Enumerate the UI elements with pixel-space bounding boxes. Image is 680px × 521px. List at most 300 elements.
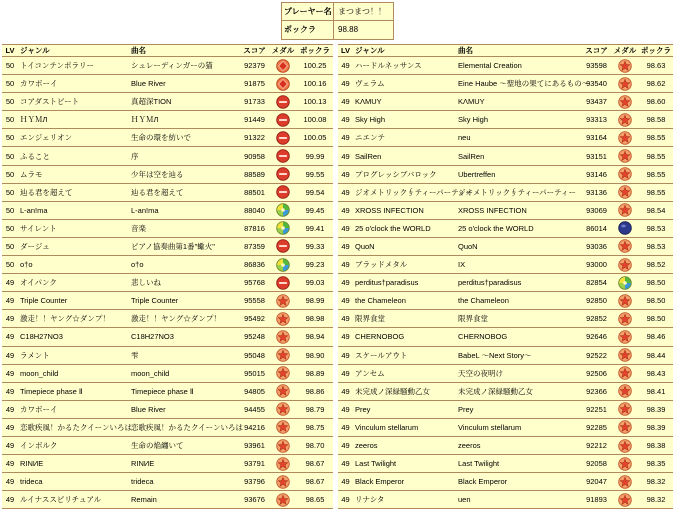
medal-star-icon bbox=[276, 475, 290, 489]
pokkura-value-cell: 98.79 bbox=[305, 404, 325, 414]
pokkura-value-cell: 98.50 bbox=[646, 296, 666, 306]
header-medal: メダル bbox=[271, 46, 295, 55]
medal-star-icon bbox=[276, 348, 290, 362]
pokkura-value-cell: 98.50 bbox=[646, 278, 666, 288]
genre-cell: QuoN bbox=[355, 241, 375, 251]
medal-cell bbox=[611, 383, 639, 400]
pokkura-value-cell: 98.55 bbox=[646, 187, 666, 197]
song-title-cell: Timepiece phase Ⅱ bbox=[131, 386, 194, 396]
score-cell: 88501 bbox=[244, 187, 265, 197]
medal-cell bbox=[611, 473, 639, 490]
medal-cell bbox=[611, 419, 639, 436]
level-cell: 49 bbox=[341, 61, 350, 71]
medal-rainbow-icon bbox=[618, 276, 632, 290]
song-title-cell: trideca bbox=[131, 477, 154, 487]
table-row bbox=[338, 202, 673, 220]
table-row bbox=[338, 57, 673, 75]
song-title-cell: Black Emperor bbox=[458, 477, 508, 487]
genre-cell: Prey bbox=[355, 404, 371, 414]
pokkura-value-cell: 98.38 bbox=[646, 441, 666, 451]
level-cell: 49 bbox=[341, 133, 350, 143]
header-pokkura: ポックラ bbox=[300, 46, 330, 55]
medal-cell bbox=[611, 129, 639, 146]
medal-rainbow-icon bbox=[276, 258, 290, 272]
medal-circle-icon bbox=[276, 113, 290, 127]
song-title-cell: ジオメトリック∮ティーパーティー bbox=[458, 187, 577, 197]
table-row bbox=[338, 75, 673, 93]
score-cell: 92058 bbox=[586, 459, 607, 469]
table-row bbox=[338, 455, 673, 473]
pokkura-value-cell: 98.43 bbox=[646, 368, 666, 378]
table-row bbox=[338, 93, 673, 111]
score-cell: 91875 bbox=[244, 79, 265, 89]
score-cell: 93036 bbox=[586, 241, 607, 251]
score-cell: 95768 bbox=[244, 278, 265, 288]
level-cell: 49 bbox=[5, 278, 15, 288]
genre-cell: KΛMUY bbox=[355, 97, 382, 107]
medal-cell bbox=[269, 256, 297, 273]
pokkura-value-cell: 100.05 bbox=[303, 133, 327, 143]
score-cell: 93437 bbox=[586, 97, 607, 107]
table-row bbox=[2, 383, 333, 401]
genre-cell: ブラッドメタル bbox=[355, 260, 408, 270]
score-cell: 95048 bbox=[244, 350, 265, 360]
genre-cell: トイコンテンポラリー bbox=[20, 61, 94, 71]
level-cell: 49 bbox=[5, 296, 15, 306]
medal-cell bbox=[269, 310, 297, 327]
level-cell: 49 bbox=[341, 332, 350, 342]
score-cell: 90958 bbox=[244, 151, 265, 161]
score-cell: 93151 bbox=[586, 151, 607, 161]
pokkura-label: ポックラ bbox=[282, 21, 334, 39]
medal-circle-icon bbox=[276, 239, 290, 253]
medal-dark-icon bbox=[618, 221, 632, 235]
table-row bbox=[2, 202, 333, 220]
pokkura-value-cell: 98.39 bbox=[646, 404, 666, 414]
table-row bbox=[2, 419, 333, 437]
header-lv: LV bbox=[340, 46, 351, 55]
medal-star-icon bbox=[618, 348, 632, 362]
score-cell: 95248 bbox=[244, 332, 265, 342]
level-cell: 50 bbox=[5, 151, 15, 161]
genre-cell: ハードルネッサンス bbox=[355, 61, 422, 71]
score-cell: 92852 bbox=[586, 314, 607, 324]
song-title-cell: Sky High bbox=[458, 115, 489, 125]
genre-cell: サイレント bbox=[20, 223, 57, 233]
genre-cell: 激走！！ヤング☆ダンプ！ bbox=[20, 314, 110, 324]
genre-cell: スケールアウト bbox=[355, 350, 408, 360]
medal-circle-icon bbox=[276, 149, 290, 163]
medal-cell bbox=[269, 75, 297, 92]
level-cell: 49 bbox=[5, 314, 15, 324]
score-cell: 93598 bbox=[586, 61, 607, 71]
pokkura-value-cell: 98.54 bbox=[646, 205, 666, 215]
header-song: 曲名 bbox=[131, 46, 146, 55]
table-row bbox=[2, 274, 333, 292]
level-cell: 50 bbox=[5, 205, 15, 215]
pokkura-value-cell: 100.25 bbox=[303, 61, 327, 71]
song-title-cell: CHERNOBOG bbox=[458, 332, 508, 342]
pokkura-value-cell: 98.86 bbox=[305, 386, 325, 396]
level-cell: 50 bbox=[5, 260, 15, 270]
table-row bbox=[2, 256, 333, 274]
medal-cell bbox=[269, 166, 297, 183]
medal-circle-icon bbox=[276, 131, 290, 145]
pokkura-value-cell: 98.53 bbox=[646, 223, 666, 233]
header-song: 曲名 bbox=[458, 46, 473, 55]
pokkura-value-cell: 98.39 bbox=[646, 422, 666, 432]
medal-cell bbox=[269, 238, 297, 255]
level-cell: 49 bbox=[341, 115, 350, 125]
genre-cell: ラメント bbox=[20, 350, 50, 360]
score-cell: 95492 bbox=[244, 314, 265, 324]
score-cell: 92047 bbox=[586, 477, 607, 487]
level-cell: 50 bbox=[5, 241, 15, 251]
ranking-table-right bbox=[338, 44, 673, 509]
genre-cell: インボルク bbox=[20, 441, 58, 451]
medal-star-icon bbox=[618, 312, 632, 326]
genre-cell: ジオメトリック∮ティーパーティー bbox=[355, 187, 474, 197]
medal-cell bbox=[269, 93, 297, 110]
medal-star-icon bbox=[276, 312, 290, 326]
score-cell: 87816 bbox=[244, 223, 265, 233]
level-cell: 49 bbox=[341, 296, 350, 306]
table-row bbox=[338, 437, 673, 455]
medal-cell bbox=[269, 111, 297, 128]
level-cell: 49 bbox=[341, 205, 350, 215]
genre-cell: 辿る君を超えて bbox=[20, 187, 73, 197]
genre-cell: エンジェリオン bbox=[20, 133, 73, 143]
genre-cell: プログレッシブバロック bbox=[355, 169, 437, 179]
medal-star-icon bbox=[618, 239, 632, 253]
genre-cell: Vinculum stellarum bbox=[355, 422, 419, 432]
medal-cell bbox=[611, 491, 639, 508]
medal-star-icon bbox=[276, 384, 290, 398]
medal-cell bbox=[611, 328, 639, 345]
table-body bbox=[2, 57, 333, 509]
level-cell: 49 bbox=[5, 495, 15, 505]
header-score: スコア bbox=[243, 46, 266, 55]
level-cell: 49 bbox=[341, 368, 350, 378]
header-lv: LV bbox=[5, 46, 15, 55]
score-cell: 93540 bbox=[586, 79, 607, 89]
medal-star-icon bbox=[618, 439, 632, 453]
table-row bbox=[2, 328, 333, 346]
pokkura-value-cell: 99.03 bbox=[305, 278, 325, 288]
score-cell: 93796 bbox=[244, 477, 265, 487]
table-row bbox=[338, 473, 673, 491]
genre-cell: ムラモ bbox=[20, 169, 43, 179]
genre-cell: ヴェラム bbox=[355, 79, 385, 89]
pokkura-value-cell: 98.60 bbox=[646, 97, 666, 107]
score-cell: 93961 bbox=[244, 441, 265, 451]
song-title-cell: uen bbox=[458, 495, 471, 505]
song-title-cell: perditus†paradisus bbox=[458, 278, 522, 288]
medal-star-icon bbox=[618, 366, 632, 380]
level-cell: 49 bbox=[341, 495, 350, 505]
medal-cell bbox=[611, 437, 639, 454]
level-cell: 49 bbox=[341, 187, 350, 197]
score-cell: 95015 bbox=[244, 368, 265, 378]
table-header bbox=[338, 44, 673, 57]
level-cell: 49 bbox=[341, 151, 350, 161]
level-cell: 49 bbox=[341, 223, 350, 233]
medal-star-icon bbox=[618, 131, 632, 145]
genre-cell: Triple Counter bbox=[20, 296, 68, 306]
level-cell: 50 bbox=[5, 115, 15, 125]
level-cell: 50 bbox=[5, 61, 15, 71]
song-title-cell: IX bbox=[458, 260, 466, 270]
level-cell: 50 bbox=[5, 133, 15, 143]
medal-cell bbox=[269, 491, 297, 508]
level-cell: 49 bbox=[341, 422, 350, 432]
genre-cell: ルイナススピリチュアル bbox=[20, 495, 102, 505]
song-title-cell: C18H27NO3 bbox=[131, 332, 174, 342]
table-row bbox=[2, 75, 333, 93]
genre-cell: Timepiece phase Ⅱ bbox=[20, 386, 83, 396]
level-cell: 49 bbox=[5, 441, 15, 451]
medal-circle-icon bbox=[276, 167, 290, 181]
genre-cell: trideca bbox=[20, 477, 43, 487]
pokkura-value-cell: 98.53 bbox=[646, 241, 666, 251]
score-cell: 92285 bbox=[586, 422, 607, 432]
genre-cell: RINИE bbox=[20, 459, 44, 469]
pokkura-value-cell: 98.89 bbox=[305, 368, 325, 378]
level-cell: 50 bbox=[5, 169, 15, 179]
level-cell: 49 bbox=[5, 477, 15, 487]
score-cell: 94805 bbox=[244, 386, 265, 396]
medal-cell bbox=[269, 129, 297, 146]
genre-cell: カワボーイ bbox=[20, 79, 58, 89]
score-cell: 93136 bbox=[586, 187, 607, 197]
medal-cell bbox=[611, 184, 639, 201]
table-row bbox=[338, 383, 673, 401]
medal-cell bbox=[611, 365, 639, 382]
table-row bbox=[338, 347, 673, 365]
level-cell: 49 bbox=[341, 97, 350, 107]
song-title-cell: neu bbox=[458, 133, 471, 143]
level-cell: 49 bbox=[341, 169, 350, 179]
song-title-cell: 生命の焔纏いて bbox=[131, 441, 184, 451]
level-cell: 49 bbox=[341, 477, 350, 487]
medal-cell bbox=[611, 75, 639, 92]
song-title-cell: Prey bbox=[458, 404, 474, 414]
level-cell: 50 bbox=[5, 223, 15, 233]
medal-cell bbox=[611, 292, 639, 309]
level-cell: 50 bbox=[5, 187, 15, 197]
medal-cell bbox=[611, 220, 639, 237]
medal-cell bbox=[269, 274, 297, 291]
song-title-cell: 天空の夜明け bbox=[458, 368, 503, 378]
score-cell: 92212 bbox=[586, 441, 607, 451]
medal-star-icon bbox=[276, 402, 290, 416]
song-title-cell: 限界食堂 bbox=[458, 314, 488, 324]
medal-star-icon bbox=[618, 420, 632, 434]
pokkura-value-cell: 99.41 bbox=[305, 223, 325, 233]
pokkura-value-cell: 98.44 bbox=[646, 350, 666, 360]
song-title-cell: KΛMUY bbox=[458, 97, 485, 107]
song-title-cell: 悲しいね bbox=[131, 278, 161, 288]
medal-star-icon bbox=[618, 149, 632, 163]
medal-rainbow-icon bbox=[276, 221, 290, 235]
medal-diamond-icon bbox=[276, 77, 290, 91]
table-row bbox=[2, 491, 333, 509]
pokkura-value-cell: 98.46 bbox=[646, 332, 666, 342]
table-row bbox=[338, 166, 673, 184]
genre-cell: 限界食堂 bbox=[355, 314, 385, 324]
table-row bbox=[338, 129, 673, 147]
medal-circle-icon bbox=[276, 276, 290, 290]
level-cell: 49 bbox=[341, 278, 350, 288]
score-cell: 92251 bbox=[586, 404, 607, 414]
medal-cell bbox=[269, 292, 297, 309]
song-title-cell: 少年は空を辿る bbox=[131, 169, 184, 179]
header-genre: ジャンル bbox=[20, 46, 50, 55]
song-title-cell: 雫 bbox=[131, 350, 139, 360]
song-title-cell: the Chameleon bbox=[458, 296, 509, 306]
song-title-cell: Ubertreffen bbox=[458, 169, 496, 179]
genre-cell: Black Emperor bbox=[355, 477, 405, 487]
genre-cell: ふること bbox=[20, 151, 50, 161]
medal-star-icon bbox=[618, 185, 632, 199]
medal-cell bbox=[269, 147, 297, 164]
player-name-label: プレーヤー名 bbox=[282, 3, 334, 21]
pokkura-value-cell: 98.32 bbox=[646, 477, 666, 487]
song-title-cell: SailRen bbox=[458, 151, 485, 161]
medal-cell bbox=[269, 419, 297, 436]
pokkura-value-cell: 98.41 bbox=[646, 386, 666, 396]
pokkura-value-cell: 98.67 bbox=[305, 477, 325, 487]
medal-cell bbox=[611, 274, 639, 291]
medal-star-icon bbox=[618, 167, 632, 181]
pokkura-value-cell: 99.33 bbox=[305, 241, 325, 251]
level-cell: 50 bbox=[5, 79, 15, 89]
table-row bbox=[338, 274, 673, 292]
score-cell: 93313 bbox=[586, 115, 607, 125]
pokkura-value-cell: 98.55 bbox=[646, 133, 666, 143]
table-body bbox=[338, 57, 673, 509]
medal-star-icon bbox=[618, 493, 632, 507]
pokkura-value-cell: 98.65 bbox=[305, 495, 325, 505]
medal-circle-icon bbox=[276, 95, 290, 109]
medal-cell bbox=[611, 401, 639, 418]
pokkura-value-cell: 98.63 bbox=[646, 61, 666, 71]
genre-cell: the Chameleon bbox=[355, 296, 406, 306]
pokkura-value-cell: 98.35 bbox=[646, 459, 666, 469]
pokkura-value-cell: 98.55 bbox=[646, 169, 666, 179]
score-cell: 86836 bbox=[244, 260, 265, 270]
medal-cell bbox=[611, 147, 639, 164]
score-cell: 82854 bbox=[586, 278, 607, 288]
table-row bbox=[2, 93, 333, 111]
song-title-cell: Triple Counter bbox=[131, 296, 179, 306]
medal-rainbow-icon bbox=[276, 203, 290, 217]
table-row bbox=[2, 437, 333, 455]
song-title-cell: Remain bbox=[131, 495, 157, 505]
table-row bbox=[338, 292, 673, 310]
player-name: まつまつ！！ bbox=[334, 3, 393, 21]
pokkura-value-cell: 100.13 bbox=[303, 97, 327, 107]
level-cell: 49 bbox=[5, 404, 15, 414]
medal-cell bbox=[611, 57, 639, 74]
medal-star-icon bbox=[276, 439, 290, 453]
medal-star-icon bbox=[618, 402, 632, 416]
genre-cell: オイパンク bbox=[20, 278, 57, 288]
level-cell: 49 bbox=[341, 314, 350, 324]
medal-cell bbox=[611, 455, 639, 472]
score-cell: 91733 bbox=[244, 97, 265, 107]
pokkura-value-cell: 98.75 bbox=[305, 422, 325, 432]
level-cell: 49 bbox=[5, 386, 15, 396]
genre-cell: 未完成ノ深緑騒動乙女 bbox=[355, 386, 430, 396]
medal-star-icon bbox=[618, 294, 632, 308]
song-title-cell: シュレーディンガーの猫 bbox=[131, 61, 213, 71]
table-row bbox=[338, 111, 673, 129]
score-cell: 94455 bbox=[244, 404, 265, 414]
score-cell: 88040 bbox=[244, 205, 265, 215]
medal-star-icon bbox=[618, 384, 632, 398]
score-cell: 91322 bbox=[244, 133, 265, 143]
score-cell: 92379 bbox=[244, 61, 265, 71]
song-title-cell: moon_child bbox=[131, 368, 170, 378]
genre-cell: 25 o'clock the WORLD bbox=[355, 223, 431, 233]
level-cell: 49 bbox=[5, 422, 15, 432]
table-row bbox=[2, 147, 333, 165]
medal-star-icon bbox=[618, 330, 632, 344]
medal-cell bbox=[269, 202, 297, 219]
header-score: スコア bbox=[585, 46, 608, 55]
genre-cell: リナシタ bbox=[355, 495, 385, 505]
genre-cell: L-an!ma bbox=[20, 205, 48, 215]
genre-cell: カワボーイ bbox=[20, 404, 58, 414]
medal-cell bbox=[611, 202, 639, 219]
score-cell: 93069 bbox=[586, 205, 607, 215]
song-title-cell: L-an!ma bbox=[131, 205, 159, 215]
level-cell: 49 bbox=[341, 350, 350, 360]
song-title-cell: 真超深TION bbox=[131, 97, 172, 107]
table-row bbox=[2, 111, 333, 129]
pokkura-value-cell: 99.23 bbox=[305, 260, 325, 270]
table-row bbox=[2, 365, 333, 383]
medal-cell bbox=[611, 310, 639, 327]
pokkura-value-cell: 98.52 bbox=[646, 260, 666, 270]
song-title-cell: ピアノ協奏曲第1番"蠍火" bbox=[131, 241, 215, 251]
medal-cell bbox=[611, 347, 639, 364]
medal-star-icon bbox=[618, 457, 632, 471]
song-title-cell: RINИE bbox=[131, 459, 155, 469]
genre-cell: XROSS INFECTION bbox=[355, 205, 424, 215]
genre-cell: SailRen bbox=[355, 151, 382, 161]
pokkura-value-cell: 98.62 bbox=[646, 79, 666, 89]
table-row bbox=[2, 220, 333, 238]
level-cell: 49 bbox=[5, 459, 15, 469]
genre-cell: 恋歌疾風！かるたクイーンいろは bbox=[20, 422, 132, 432]
level-cell: 49 bbox=[341, 441, 350, 451]
table-row bbox=[2, 184, 333, 202]
score-cell: 93791 bbox=[244, 459, 265, 469]
genre-cell: o†o bbox=[20, 260, 33, 270]
song-title-cell: BabeL 〜Next Story〜 bbox=[458, 350, 532, 360]
medal-star-icon bbox=[276, 493, 290, 507]
medal-cell bbox=[269, 347, 297, 364]
level-cell: 49 bbox=[5, 332, 15, 342]
medal-cell bbox=[269, 401, 297, 418]
medal-star-icon bbox=[276, 366, 290, 380]
medal-cell bbox=[611, 238, 639, 255]
table-row bbox=[2, 347, 333, 365]
score-cell: 93146 bbox=[586, 169, 607, 179]
genre-cell: ダージュ bbox=[20, 241, 50, 251]
